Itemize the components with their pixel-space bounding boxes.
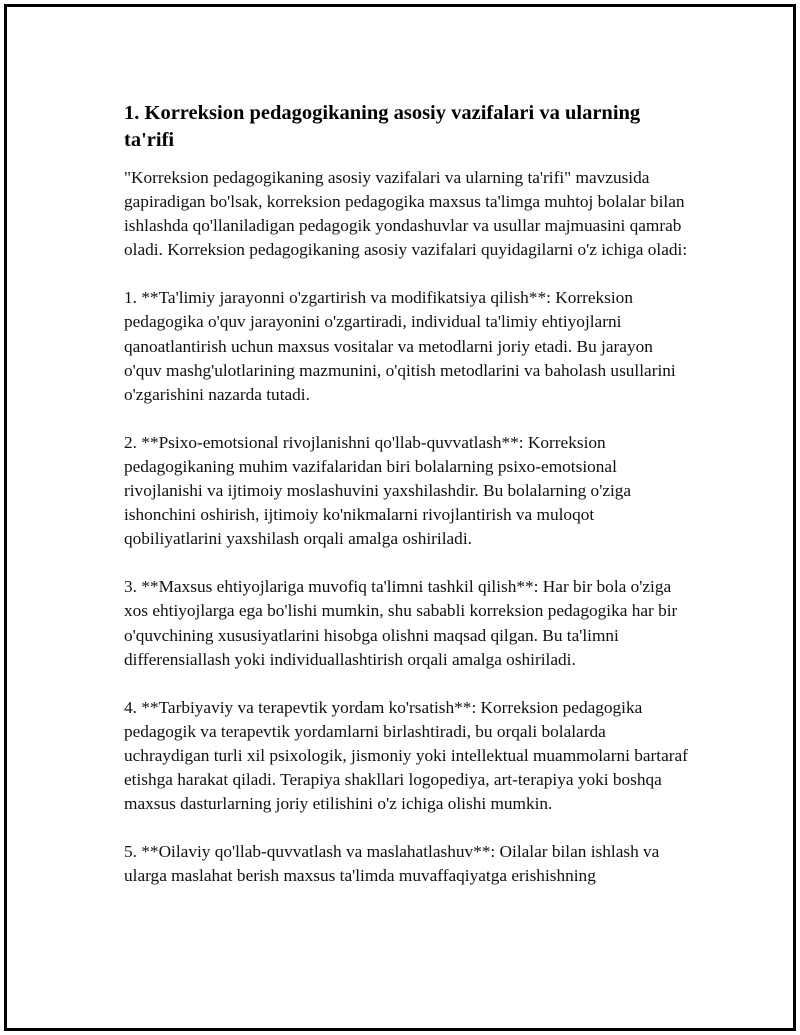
list-item-3: 3. **Maxsus ehtiyojlariga muvofiq ta'limni tashkil qilish**: Har bir bola o'ziga xos ehtiyojlarga ega bo'lishi mumkin, shu sababli korreksion pedagogika har bir o'quvchining xususiyatlarini hisobga olishni maqsad qilgan. Bu ta'limni differensiallash yoki individuallashtirish orqali amalga oshiriladi. [124,577,678,669]
page-frame [4,4,796,1031]
document-body [124,100,694,888]
document-title: 1. Korreksion pedagogikaning asosiy vazifalari va ularning ta'rifi [124,102,641,151]
intro-paragraph: "Korreksion pedagogikaning asosiy vazifalari va ularning ta'rifi" mavzusida gapiradigan bo'lsak, korreksion pedagogika maxsus ta'limga muhtoj bolalar bilan ishlashda qo'llaniladigan pedagogik yondashuvlar va usullar majmuasini qamrab oladi. Korreksion pedagogikaning asosiy vazifalari quyidagilarni o'z ichiga oladi: [124,168,688,260]
list-item-1: 1. **Ta'limiy jarayonni o'zgartirish va modifikatsiya qilish**: Korreksion pedagogika o'quv jarayonini o'zgartiradi, individual ta'limiy ehtiyojlarni qanoatlantirish uchun maxsus vositalar va metodlarni joriy etadi. Bu jarayon o'quv mashg'ulotlarining mazmunini, o'qitish metodlarini va baholash usullarini o'zgarishini nazarda tutadi. [124,288,676,404]
list-item-4: 4. **Tarbiyaviy va terapevtik yordam ko'rsatish**: Korreksion pedagogika pedagogik va terapevtik yordamlarni birlashtiradi, bu orqali bolalarda uchraydigan turli xil psixologik, jismoniy yoki intellektual muammolarni bartaraf etishga harakat qiladi. Terapiya shakllari logopediya, art-terapiya yoki boshqa maxsus dasturlarning joriy etilishini o'z ichiga olishi mumkin. [124,697,688,814]
list-item-5: 5. **Oilaviy qo'llab-quvvatlash va maslahatlashuv**: Oilalar bilan ishlash va ularga maslahat berish maxsus ta'limda muvaffaqiyatga erishishning [124,842,660,886]
list-item-2: 2. **Psixo-emotsional rivojlanishni qo'llab-quvvatlash**: Korreksion pedagogikaning muhim vazifalaridan biri bolalarning psixo-emotsional rivojlanishi va ijtimoiy moslashuvini yaxshilashdir. Bu bolalarning o'ziga ishonchini oshirish, ijtimoiy ko'nikmalarni rivojlantirish va muloqot qobiliyatlarini yaxshilash orqali amalga oshiriladi. [124,432,632,549]
